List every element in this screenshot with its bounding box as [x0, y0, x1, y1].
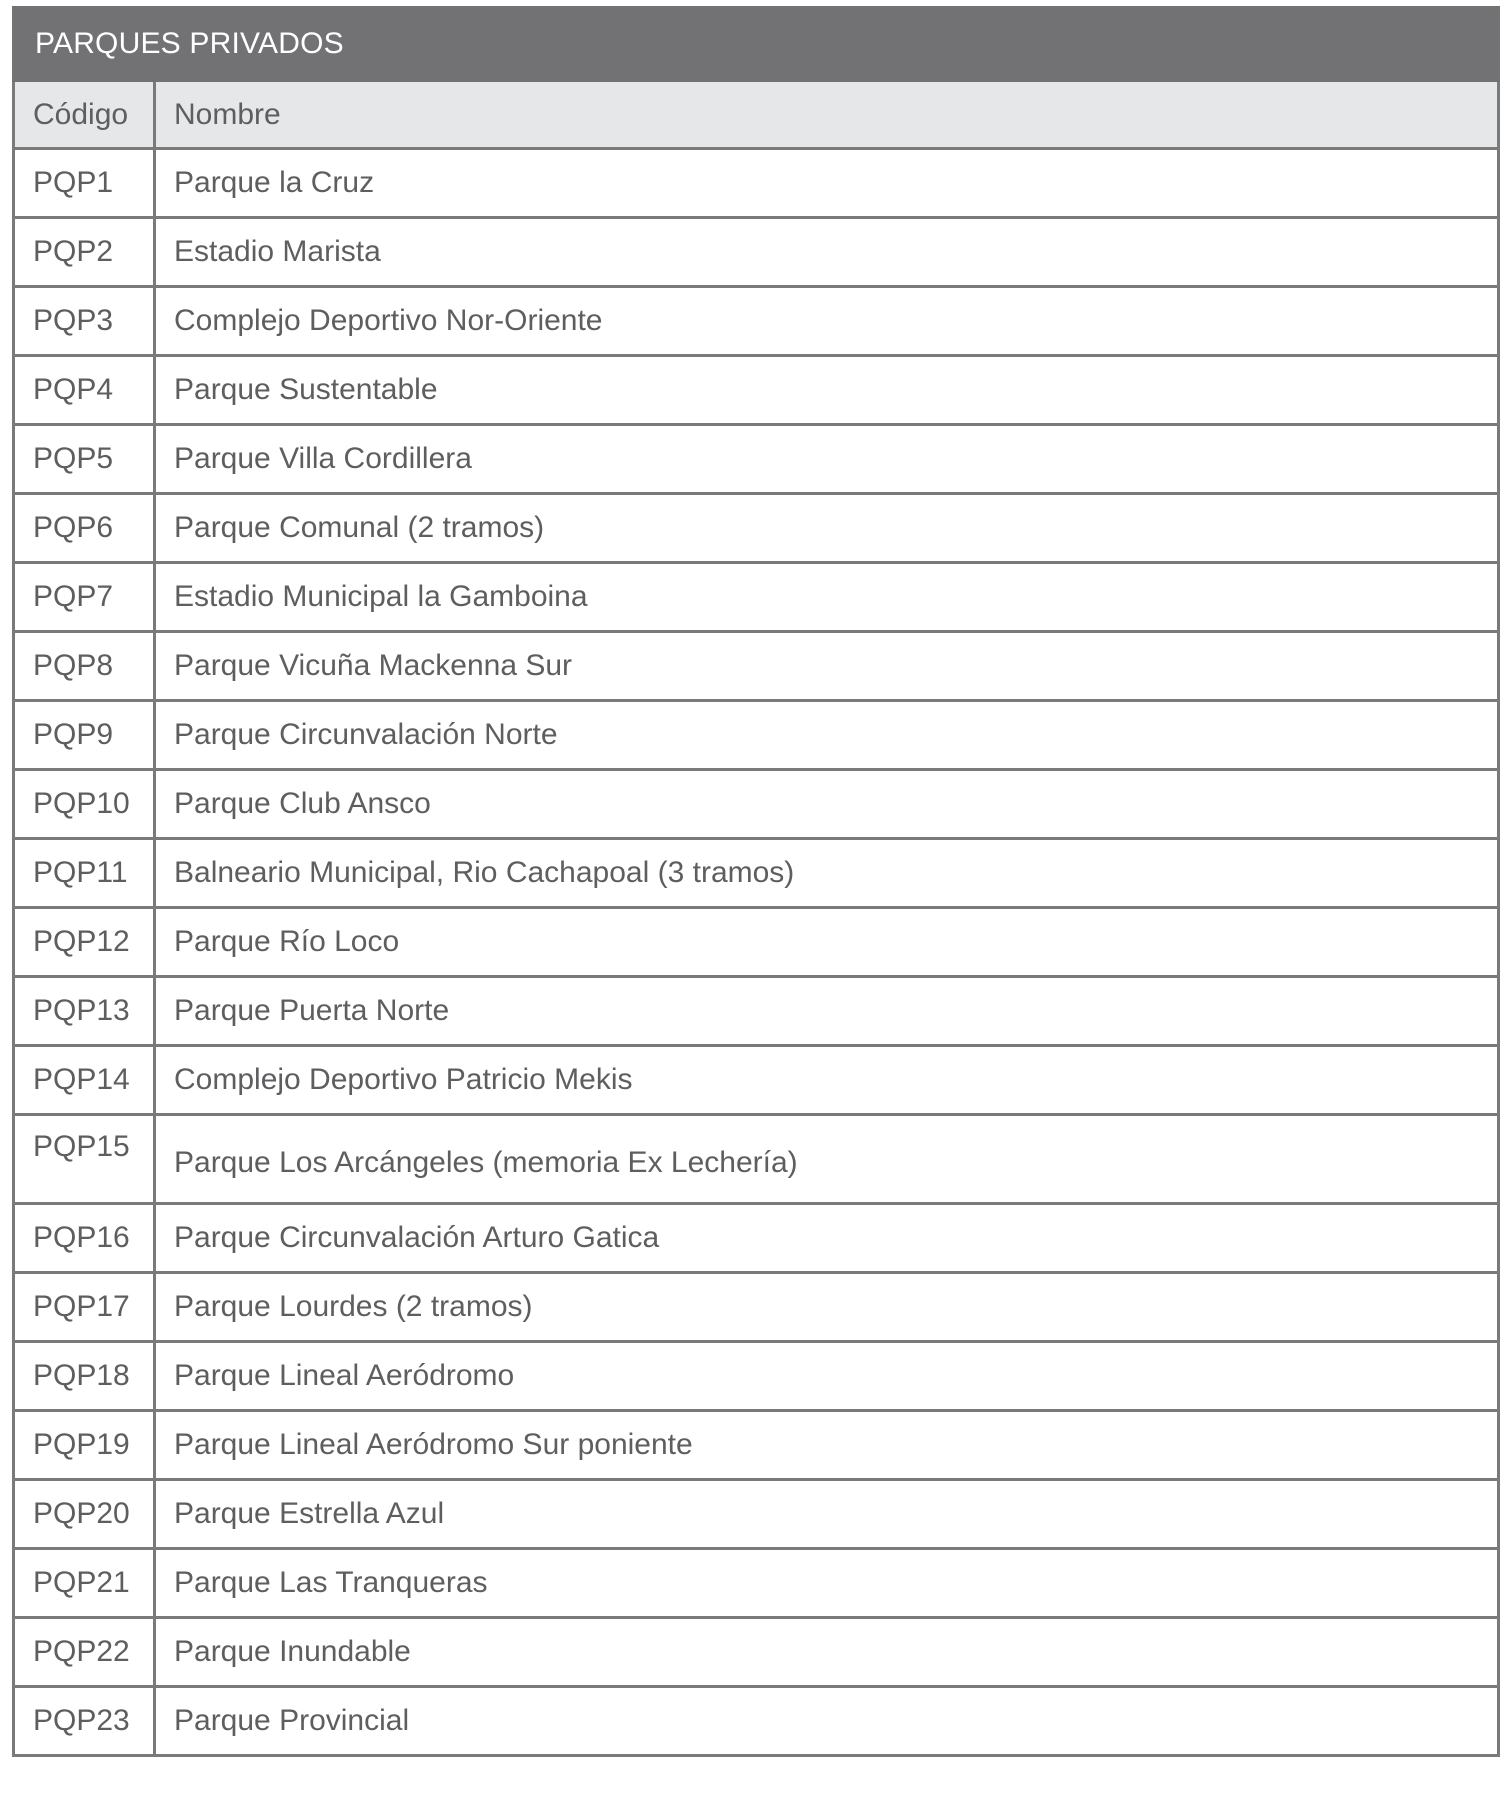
row-name: Complejo Deportivo Patricio Mekis — [155, 1046, 1499, 1115]
row-name: Balneario Municipal, Rio Cachapoal (3 tramos) — [155, 839, 1499, 908]
row-code: PQP2 — [14, 218, 155, 287]
column-header-name: Nombre — [155, 81, 1499, 149]
table-row — [14, 1687, 1499, 1756]
row-code: PQP21 — [14, 1549, 155, 1618]
row-code: PQP20 — [14, 1480, 155, 1549]
row-name: Parque Puerta Norte — [155, 977, 1499, 1046]
table-row — [14, 1411, 1499, 1480]
row-code: PQP18 — [14, 1342, 155, 1411]
table-row — [14, 1046, 1499, 1115]
row-name: Parque Villa Cordillera — [155, 425, 1499, 494]
row-name: Parque Río Loco — [155, 908, 1499, 977]
row-code: PQP23 — [14, 1687, 155, 1756]
table-row — [14, 149, 1499, 218]
table-row — [14, 1115, 1499, 1204]
row-code: PQP19 — [14, 1411, 155, 1480]
table-row — [14, 287, 1499, 356]
table-row — [14, 632, 1499, 701]
row-name: Parque Circunvalación Norte — [155, 701, 1499, 770]
row-name: Parque Lineal Aeródromo — [155, 1342, 1499, 1411]
row-name: Parque Provincial — [155, 1687, 1499, 1756]
table-row — [14, 1204, 1499, 1273]
row-code: PQP12 — [14, 908, 155, 977]
row-name: Parque Las Tranqueras — [155, 1549, 1499, 1618]
row-name: Parque Comunal (2 tramos) — [155, 494, 1499, 563]
row-name: Parque Sustentable — [155, 356, 1499, 425]
row-name: Complejo Deportivo Nor-Oriente — [155, 287, 1499, 356]
table-title-row — [14, 8, 1499, 81]
row-name: Parque Lineal Aeródromo Sur poniente — [155, 1411, 1499, 1480]
row-code: PQP3 — [14, 287, 155, 356]
table-row — [14, 494, 1499, 563]
table-row — [14, 701, 1499, 770]
table-row — [14, 563, 1499, 632]
column-header-code: Código — [14, 81, 155, 149]
table-row — [14, 908, 1499, 977]
row-code: PQP8 — [14, 632, 155, 701]
parques-privados-table-container — [12, 6, 1497, 1757]
row-name: Parque Inundable — [155, 1618, 1499, 1687]
row-code: PQP16 — [14, 1204, 155, 1273]
row-name: Parque Circunvalación Arturo Gatica — [155, 1204, 1499, 1273]
row-code: PQP7 — [14, 563, 155, 632]
row-code: PQP5 — [14, 425, 155, 494]
row-code: PQP9 — [14, 701, 155, 770]
row-name: Parque la Cruz — [155, 149, 1499, 218]
row-code: PQP22 — [14, 1618, 155, 1687]
parques-privados-table — [12, 6, 1500, 1757]
row-code: PQP6 — [14, 494, 155, 563]
row-code: PQP4 — [14, 356, 155, 425]
row-name: Parque Vicuña Mackenna Sur — [155, 632, 1499, 701]
table-row — [14, 770, 1499, 839]
row-code: PQP17 — [14, 1273, 155, 1342]
row-code: PQP1 — [14, 149, 155, 218]
table-row — [14, 1342, 1499, 1411]
table-row — [14, 1618, 1499, 1687]
row-name: Parque Club Ansco — [155, 770, 1499, 839]
row-code: PQP15 — [14, 1115, 155, 1204]
row-name: Estadio Municipal la Gamboina — [155, 563, 1499, 632]
table-row — [14, 218, 1499, 287]
table-row — [14, 1273, 1499, 1342]
row-code: PQP10 — [14, 770, 155, 839]
table-row — [14, 1549, 1499, 1618]
table-title: PARQUES PRIVADOS — [14, 8, 1499, 81]
row-code: PQP13 — [14, 977, 155, 1046]
table-header-row — [14, 81, 1499, 149]
table-row — [14, 839, 1499, 908]
row-name: Parque Lourdes (2 tramos) — [155, 1273, 1499, 1342]
row-name: Estadio Marista — [155, 218, 1499, 287]
table-row — [14, 977, 1499, 1046]
row-code: PQP11 — [14, 839, 155, 908]
row-code: PQP14 — [14, 1046, 155, 1115]
table-row — [14, 1480, 1499, 1549]
table-row — [14, 356, 1499, 425]
row-name: Parque Los Arcángeles (memoria Ex Lechería) — [155, 1115, 1499, 1204]
row-name: Parque Estrella Azul — [155, 1480, 1499, 1549]
table-row — [14, 425, 1499, 494]
